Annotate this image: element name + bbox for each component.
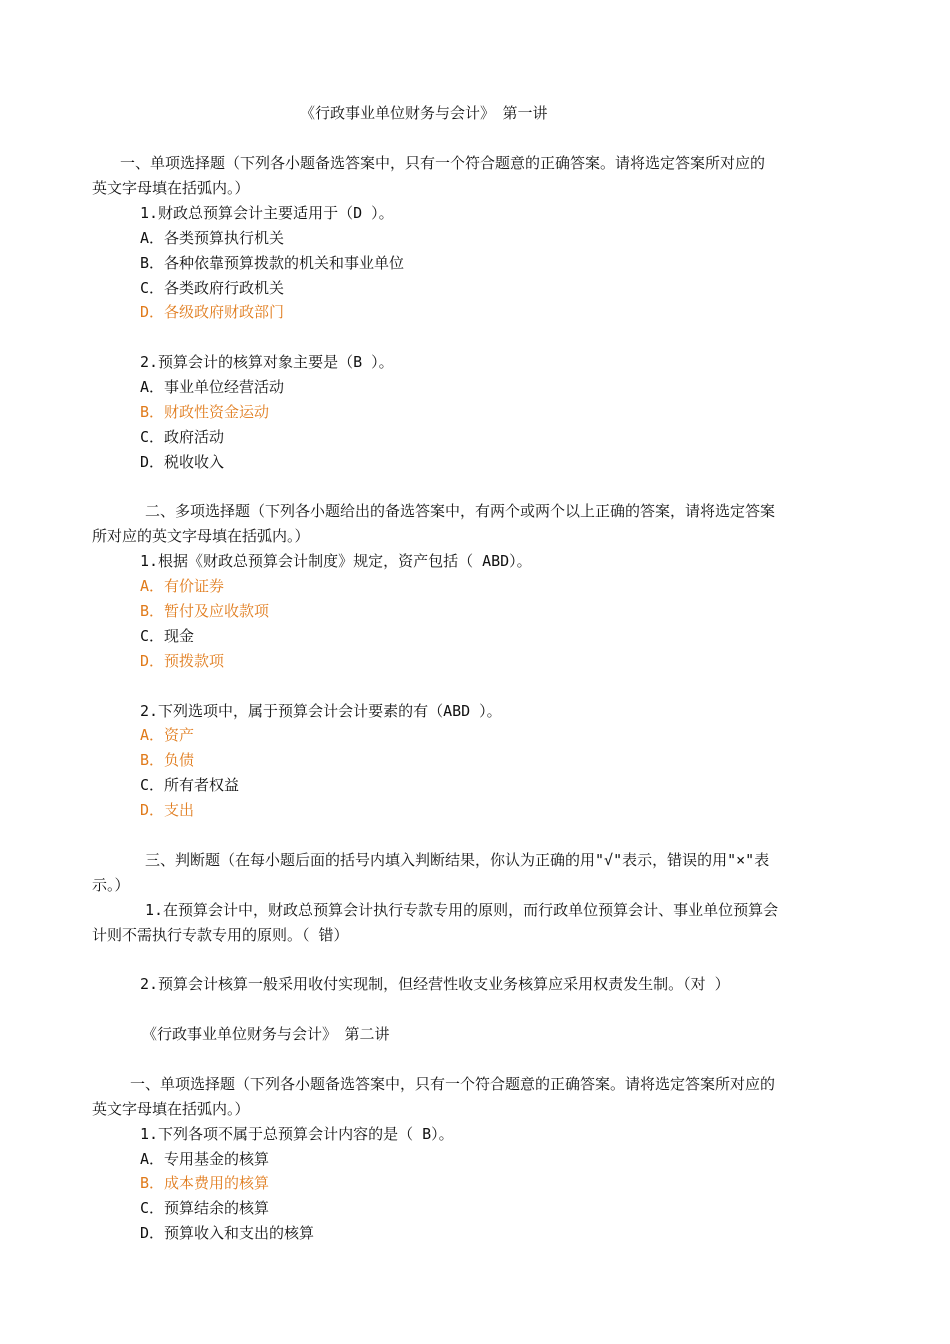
option-c: C．预算结余的核算 bbox=[140, 1199, 270, 1217]
judgement-question: 2.预算会计核算一般采用收付实现制，但经营性收支业务核算应采用权责发生制。（对 ） bbox=[140, 975, 730, 993]
judgement-question: 1.在预算会计中，财政总预算会计执行专款专用的原则，而行政单位预算会计、事业单位预算会 bbox=[145, 901, 779, 919]
section1-heading: 一、单项选择题（下列各小题备选答案中，只有一个符合题意的正确答案。请将选定答案所对应的 bbox=[130, 1075, 776, 1093]
option-c: C．各类政府行政机关 bbox=[140, 279, 285, 297]
option-c: C．所有者权益 bbox=[140, 776, 240, 794]
question-stem: 2.预算会计的核算对象主要是（B ）。 bbox=[140, 353, 394, 371]
option-d-answer: D．支出 bbox=[140, 801, 195, 819]
question-stem: 2.下列选项中，属于预算会计会计要素的有（ABD ）。 bbox=[140, 702, 502, 720]
lecture2-title: 《行政事业单位财务与会计》 第二讲 bbox=[142, 1025, 390, 1043]
option-b-answer: B．负债 bbox=[140, 751, 195, 769]
section2-heading: 二、多项选择题（下列各小题给出的备选答案中，有两个或两个以上正确的答案，请将选定答案 bbox=[145, 502, 776, 520]
question-stem: 1.根据《财政总预算会计制度》规定，资产包括（ ABD）。 bbox=[140, 552, 532, 570]
option-d-answer: D．预拨款项 bbox=[140, 652, 225, 670]
section3-heading: 三、判断题（在每小题后面的括号内填入判断结果，你认为正确的用"√"表示，错误的用"×"表 bbox=[145, 851, 770, 869]
option-b-answer: B．财政性资金运动 bbox=[140, 403, 270, 421]
option-d: D．预算收入和支出的核算 bbox=[140, 1224, 315, 1242]
section3-heading-cont: 示。） bbox=[92, 876, 130, 894]
option-c: C．现金 bbox=[140, 627, 195, 645]
question-stem: 1.下列各项不属于总预算会计内容的是（ B）。 bbox=[140, 1125, 454, 1143]
option-a: A．事业单位经营活动 bbox=[140, 378, 285, 396]
lecture1-title: 《行政事业单位财务与会计》 第一讲 bbox=[300, 104, 548, 122]
section1-heading-cont: 英文字母填在括弧内。） bbox=[92, 1100, 250, 1118]
section2-heading-cont: 所对应的英文字母填在括弧内。） bbox=[92, 527, 310, 545]
option-a-answer: A．资产 bbox=[140, 726, 195, 744]
option-b: B．各种依靠预算拨款的机关和事业单位 bbox=[140, 254, 405, 272]
option-c: C．政府活动 bbox=[140, 428, 225, 446]
option-b-answer: B．暂付及应收款项 bbox=[140, 602, 270, 620]
option-a-answer: A．有价证券 bbox=[140, 577, 225, 595]
judgement-question-cont: 计则不需执行专款专用的原则。（ 错） bbox=[92, 926, 349, 944]
option-d: D．税收收入 bbox=[140, 453, 225, 471]
question-stem: 1.财政总预算会计主要适用于（D ）。 bbox=[140, 204, 394, 222]
option-d-answer: D．各级政府财政部门 bbox=[140, 303, 285, 321]
section1-heading-cont: 英文字母填在括弧内。） bbox=[92, 179, 250, 197]
option-a: A．专用基金的核算 bbox=[140, 1150, 270, 1168]
section1-heading: 一、单项选择题（下列各小题备选答案中，只有一个符合题意的正确答案。请将选定答案所对应的 bbox=[120, 154, 766, 172]
option-a: A．各类预算执行机关 bbox=[140, 229, 285, 247]
option-b-answer: B．成本费用的核算 bbox=[140, 1174, 270, 1192]
